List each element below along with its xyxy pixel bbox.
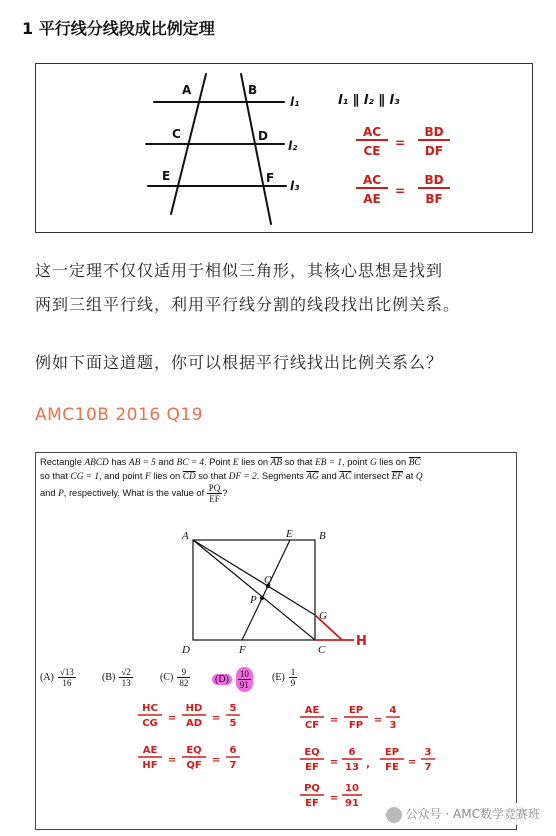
r2-left-num: AC bbox=[362, 173, 382, 187]
label-l3: l₃ bbox=[290, 179, 300, 193]
hw-eq1-c: HD bbox=[185, 703, 203, 714]
section-heading bbox=[22, 16, 215, 39]
hw-eq2-f: 7 bbox=[229, 760, 237, 771]
hw-eq1-a: HC bbox=[142, 703, 158, 714]
svg-text:=: = bbox=[211, 755, 221, 766]
hw-eq3-c: EP bbox=[348, 705, 364, 716]
paragraph-1: 这一定理不仅仅适用于相似三角形，其核心思想是找到 bbox=[35, 261, 444, 280]
label-D: D bbox=[258, 129, 268, 143]
hw-eq2-b: HF bbox=[142, 760, 158, 771]
hw-eq4-a: EQ bbox=[304, 747, 320, 758]
svg-text:=: = bbox=[329, 793, 339, 804]
hw-eq1-f: 5 bbox=[229, 718, 237, 729]
hw-eq1-d: AD bbox=[185, 718, 203, 729]
label-C: C bbox=[172, 127, 181, 141]
hw-eq4-b: EF bbox=[305, 762, 319, 773]
segment-EF bbox=[242, 540, 290, 640]
d2-label-B: B bbox=[319, 530, 326, 542]
parallel-relation: l₁ ∥ l₂ ∥ l₃ bbox=[338, 93, 400, 108]
d2-label-A: A bbox=[182, 530, 189, 542]
hw-eq3-f: 3 bbox=[389, 720, 397, 731]
hw-eq2-e: 6 bbox=[229, 745, 237, 756]
r1-equals: = bbox=[394, 136, 406, 150]
choice-E: (E) $\frac{1}{9}$ bbox=[272, 667, 296, 688]
r1-right-den: DF bbox=[424, 144, 444, 158]
d2-label-E: E bbox=[286, 528, 293, 540]
label-B: B bbox=[248, 83, 258, 97]
hw-eq3-d: FP bbox=[348, 720, 364, 731]
r1-left-den: CE bbox=[363, 144, 381, 158]
r2-equals: = bbox=[394, 184, 406, 198]
theorem-diagram bbox=[36, 64, 532, 232]
problem-statement: Rectangle ABCD has AB = 5 and BC = 4. Point E lies on $\overline{AB}$ so that EB = 1, point G lies on $\overline{BC}$ so that CG = 1, and point F lies on $\overline{CD}$ so that DF = 2. Segments $\overline{AG}$ and $\overline{AC}$ intersect $\overline{EF}$ at Q and P, respectively. What is the value of $\frac{PQ}{EF}$ ? bbox=[40, 457, 423, 504]
r2-right-den: BF bbox=[425, 192, 443, 206]
section-title: 平行线分线段成比例定理 bbox=[38, 19, 215, 38]
hw-eq1-e: 5 bbox=[229, 703, 237, 714]
hw-eq6-c: 10 bbox=[345, 783, 359, 794]
label-A: A bbox=[182, 83, 192, 97]
label-E: E bbox=[162, 169, 171, 183]
hw-eq4-c: 6 bbox=[348, 747, 356, 758]
svg-text:=: = bbox=[329, 715, 339, 726]
svg-text:=: = bbox=[167, 713, 177, 724]
d2-label-H: H bbox=[356, 634, 367, 649]
watermark-text: 公众号 · AMC数学竞赛班 bbox=[405, 807, 540, 821]
label-l2: l₂ bbox=[288, 139, 298, 153]
svg-text:=: = bbox=[407, 757, 417, 768]
hw-eq3-b: CF bbox=[304, 720, 320, 731]
label-F: F bbox=[266, 171, 275, 185]
hw-eq2-d: QF bbox=[186, 760, 202, 771]
hw-eq5-a: EP bbox=[384, 747, 400, 758]
svg-text:=: = bbox=[329, 757, 339, 768]
r2-left-den: AE bbox=[363, 192, 381, 206]
hw-eq2-a: AE bbox=[142, 745, 158, 756]
hw-eq4-d: 13 bbox=[345, 762, 359, 773]
d2-label-C: C bbox=[318, 644, 326, 656]
svg-text:=: = bbox=[167, 755, 177, 766]
segment-AC bbox=[193, 540, 315, 640]
choice-A: (A) $\frac{√13}{16}$ bbox=[40, 667, 74, 688]
paragraph-2: 两到三组平行线，利用平行线分割的线段找出比例关系。 bbox=[35, 295, 461, 314]
d2-label-P: P bbox=[250, 594, 257, 606]
geometry-diagram bbox=[36, 453, 516, 829]
hw-eq6-d: 91 bbox=[345, 798, 359, 809]
choice-B: (B) $\frac{√2}{13}$ bbox=[102, 667, 131, 688]
hw-eq6-b: EF bbox=[305, 798, 319, 809]
hw-eq5-c: 3 bbox=[424, 747, 432, 758]
svg-text:,: , bbox=[366, 759, 370, 770]
r1-right-num: BD bbox=[424, 125, 444, 139]
hw-eq1-b: CG bbox=[142, 718, 158, 729]
hw-eq5-b: FE bbox=[385, 762, 399, 773]
hw-eq3-e: 4 bbox=[389, 705, 397, 716]
hw-eq5-d: 7 bbox=[424, 762, 432, 773]
svg-text:=: = bbox=[211, 713, 221, 724]
hw-eq6-a: PQ bbox=[304, 783, 320, 794]
d2-label-F: F bbox=[239, 644, 246, 656]
watermark bbox=[382, 803, 544, 825]
section-number: 1 bbox=[22, 19, 34, 38]
paragraph-3: 例如下面这道题，你可以根据平行线找出比例关系么？ bbox=[35, 353, 444, 372]
question-fraction: $\frac{PQ}{EF}$ bbox=[208, 483, 221, 504]
choice-D-highlighted: (D) $\frac{10}{91}$ bbox=[212, 667, 253, 692]
svg-text:=: = bbox=[373, 715, 383, 726]
choice-C: (C) $\frac{9}{82}$ bbox=[160, 667, 189, 688]
theorem-figure bbox=[35, 63, 533, 233]
d2-label-G: G bbox=[319, 610, 327, 622]
d2-label-D: D bbox=[182, 644, 190, 656]
d2-label-Q: Q bbox=[264, 574, 272, 586]
label-l1: l₁ bbox=[290, 95, 300, 109]
wechat-icon bbox=[386, 807, 402, 823]
hw-eq3-a: AE bbox=[304, 705, 320, 716]
hw-eq2-c: EQ bbox=[186, 745, 202, 756]
problem-figure bbox=[35, 452, 517, 830]
r2-right-num: BD bbox=[424, 173, 444, 187]
problem-title: AMC10B 2016 Q19 bbox=[35, 405, 204, 425]
r1-left-num: AC bbox=[362, 125, 382, 139]
